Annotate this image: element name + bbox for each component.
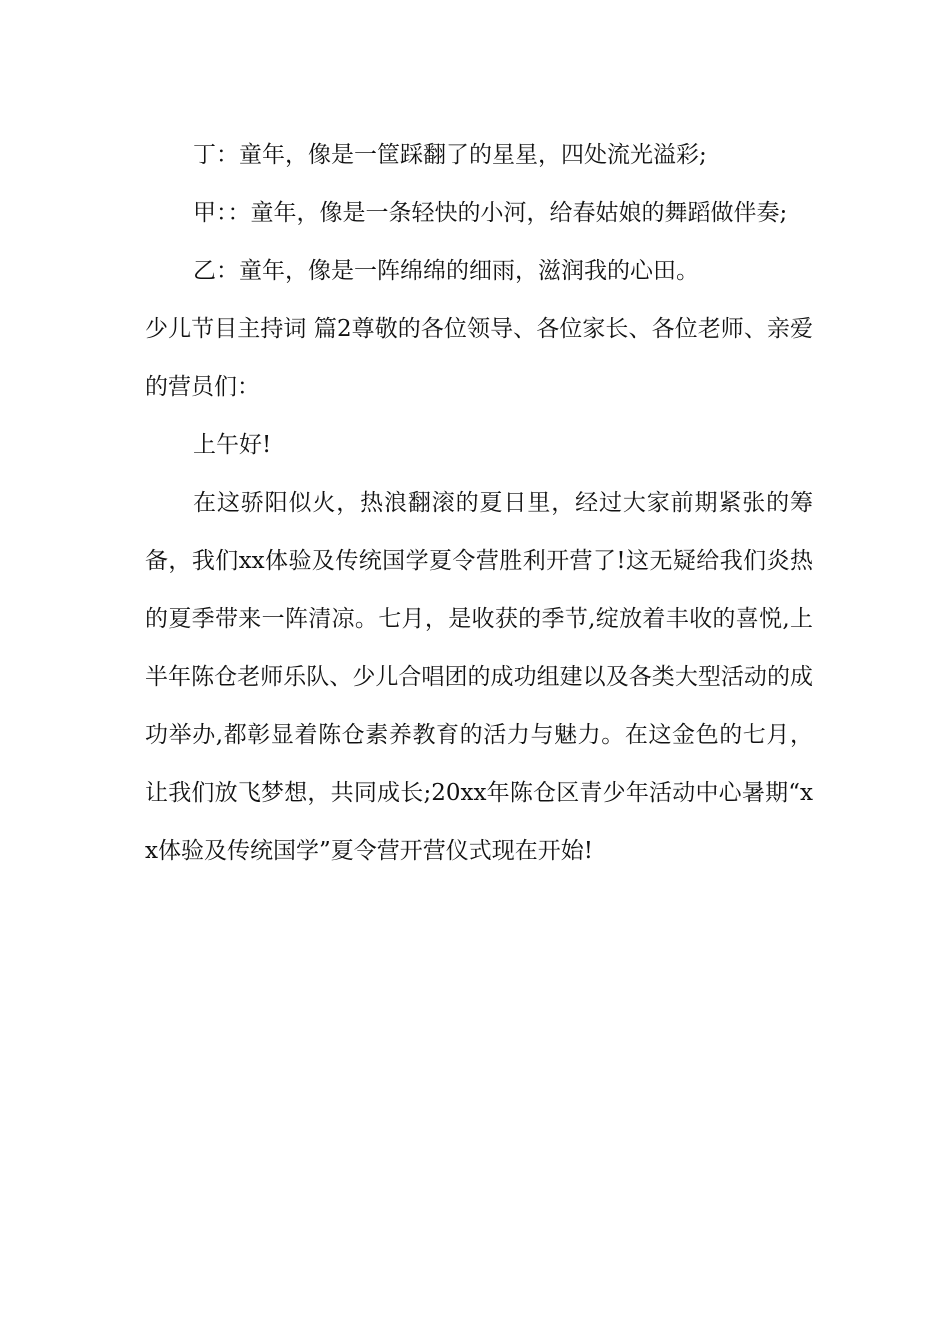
- paragraph-ding: 丁：童年，像是一筐踩翻了的星星，四处流光溢彩;: [193, 142, 707, 168]
- paragraph-section-heading: 少儿节目主持词 篇2尊敬的各位领导、各位家长、各位老师、亲爱的营员们：: [145, 316, 813, 400]
- paragraph-greeting: 上午好!: [193, 432, 272, 458]
- paragraph-jia: 甲：：童年，像是一条轻快的小河，给春姑娘的舞蹈做伴奏;: [193, 200, 788, 226]
- paragraph-opening-speech: 在这骄阳似火，热浪翻滚的夏日里，经过大家前期紧张的筹备，我们xx体验及传统国学夏令营胜利开营了!这无疑给我们炎热的夏季带来一阵清凉。七月，是收获的季节,绽放着丰收的喜悦,上半年陈仓老师乐队、少儿合唱团的成功组建以及各类大型活动的成功举办,都彰显着陈仓素养教育的活力与魅力。在这金色的七月，让我们放飞梦想，共同成长;20xx年陈仓区青少年活动中心暑期“xx体验及传统国学”夏令营开营仪式现在开始!: [145, 490, 813, 864]
- paragraph-yi: 乙：童年，像是一阵绵绵的细雨，滋润我的心田。: [193, 258, 699, 284]
- document-body: [145, 126, 813, 880]
